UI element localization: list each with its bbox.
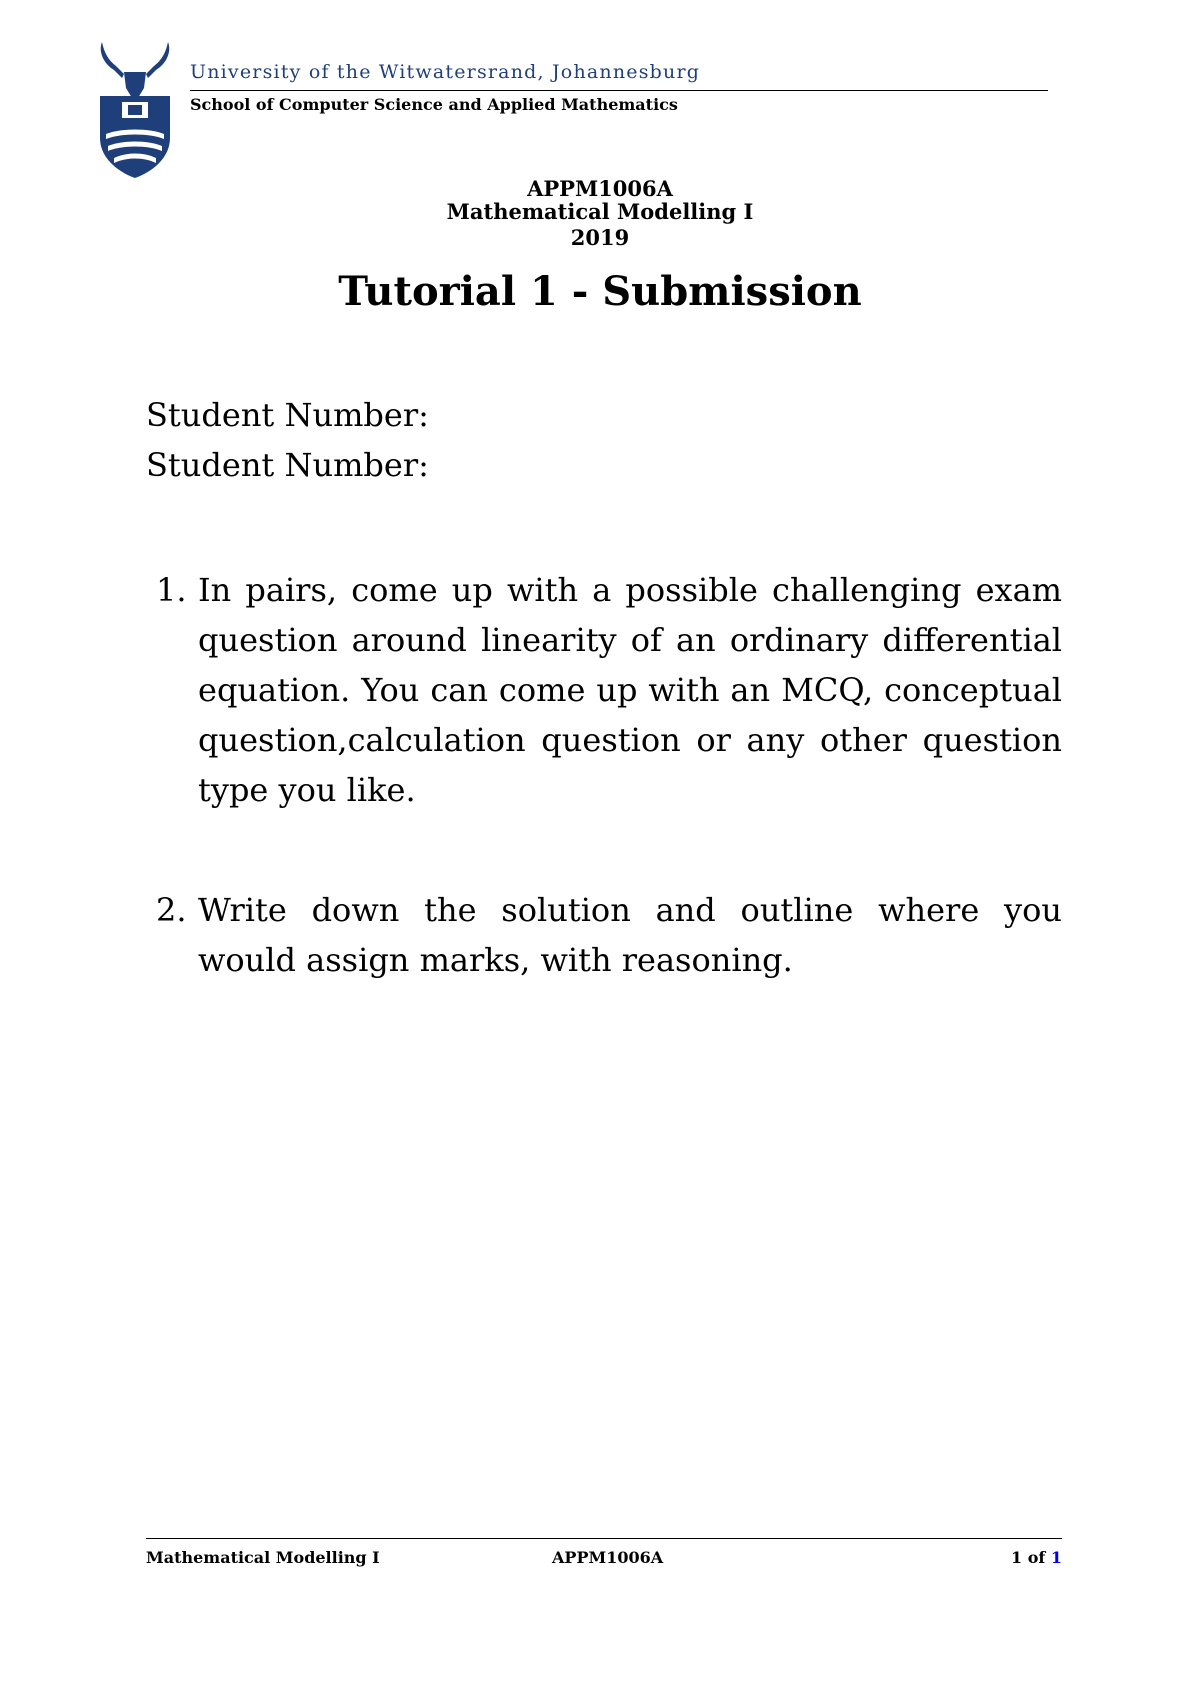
university-crest-logo <box>94 38 176 180</box>
question-number: 1. <box>156 571 187 609</box>
page-prefix: 1 of <box>1011 1548 1051 1567</box>
university-name: University of the Witwatersrand, Johannesburg <box>190 61 701 83</box>
question-text: In pairs, come up with a possible challenging exam question around linearity of an ordinary differential equation. You can come up with an MCQ, conceptual question,calculation question or any other question type you like. <box>198 571 1062 809</box>
footer-divider <box>146 1538 1062 1539</box>
footer-page-number <box>1011 1548 1062 1567</box>
student-number-label-1: Student Number: <box>146 396 429 434</box>
footer-course-name: Mathematical Modelling I <box>146 1548 380 1567</box>
header-divider <box>190 90 1048 91</box>
course-code: APPM1006A <box>527 176 673 201</box>
footer-course-code: APPM1006A <box>552 1548 664 1567</box>
question-list-item <box>146 885 1062 985</box>
student-number-label-2: Student Number: <box>146 446 429 484</box>
question-2 <box>146 885 1062 985</box>
page-total-link[interactable]: 1 <box>1050 1548 1062 1567</box>
question-number: 2. <box>156 891 187 929</box>
school-name: School of Computer Science and Applied Mathematics <box>190 95 678 114</box>
question-text: Write down the solution and outline where you would assign marks, with reasoning. <box>198 891 1062 979</box>
question-list-item <box>146 565 1062 815</box>
question-1 <box>146 565 1062 815</box>
document-title: Tutorial 1 - Submission <box>338 268 862 315</box>
course-name: Mathematical Modelling I <box>446 199 754 224</box>
course-year: 2019 <box>570 225 630 250</box>
